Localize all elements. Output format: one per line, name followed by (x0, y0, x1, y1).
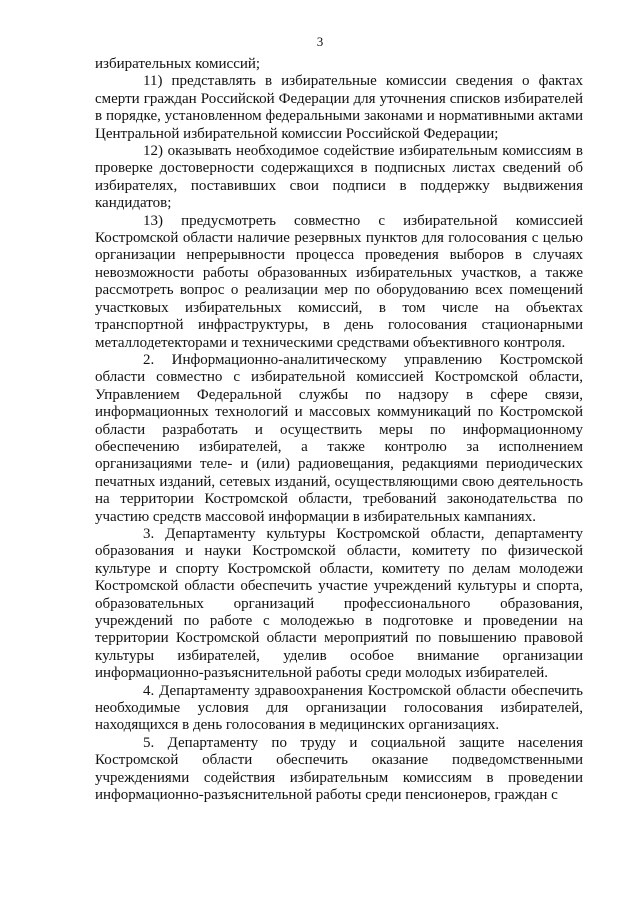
paragraph-item-12: 12) оказывать необходимое содействие избирательным комиссиям в проверке достоверности содержащихся в подписных листах сведений об избирателях, поставивших свои подписи в поддержку выдвижения кандидатов; (95, 143, 583, 212)
paragraph-section-2: 2. Информационно-аналитическому управлению Костромской области совместно с избирательной комиссией Костромской области, Управлением Федеральной службы по надзору в сфере связи, информационных технологий и массовых коммуникаций по Костромской области разработать и осуществить меры по информационному обеспечению избирателей, а также контролю за исполнением организациями теле- и (или) радиовещания, редакциями периодических печатных изданий, сетевых изданий, осуществляющими свою деятельность на территории Костромской области, требований законодательства по участию средств массовой информации в избирательных кампаниях. (95, 351, 583, 525)
paragraph-section-3: 3. Департаменту культуры Костромской области, департаменту образования и науки Костромской области, комитету по физической культуре и спорту Костромской области, комитету по делам молодежи Костромской области обеспечить участие учреждений культуры и спорта, образовательных организаций профессионального образования, учреждений по работе с молодежью в подготовке и проведении на территории Костромской области мероприятий по повышению правовой культуры избирателей, уделив особое внимание организации информационно-разъяснительной работы среди молодых избирателей. (95, 525, 583, 682)
paragraph-item-13: 13) предусмотреть совместно с избирательной комиссией Костромской области наличие резервных пунктов для голосования с целью организации непрерывности процесса проведения выборов в случаях невозможности работы образованных избирательных участков, а также рассмотреть вопрос о реализации мер по оборудованию всех помещений участковых избирательных комиссий, в том числе на объектах транспортной инфраструктуры, в день голосования стационарными металлодетекторами и техническими средствами объективного контроля. (95, 212, 583, 351)
paragraph-section-4: 4. Департаменту здравоохранения Костромской области обеспечить необходимые условия для организации голосования избирателей, находящихся в день голосования в медицинских организациях. (95, 682, 583, 734)
paragraph-section-5: 5. Департаменту по труду и социальной защите населения Костромской области обеспечить оказание подведомственными учреждениями содействия избирательным комиссиям в проведении информационно-разъяснительной работы среди пенсионеров, граждан с (95, 734, 583, 804)
page-number: 3 (316, 34, 324, 49)
paragraph-item-11: 11) представлять в избирательные комиссии сведения о фактах смерти граждан Российской Федерации для уточнения списков избирателей в порядке, установленном федеральными законами и нормативными актами Центральной избирательной комиссии Российской Федерации; (95, 73, 583, 142)
document-body (95, 56, 583, 804)
paragraph-continuation: избирательных комиссий; (95, 56, 261, 72)
